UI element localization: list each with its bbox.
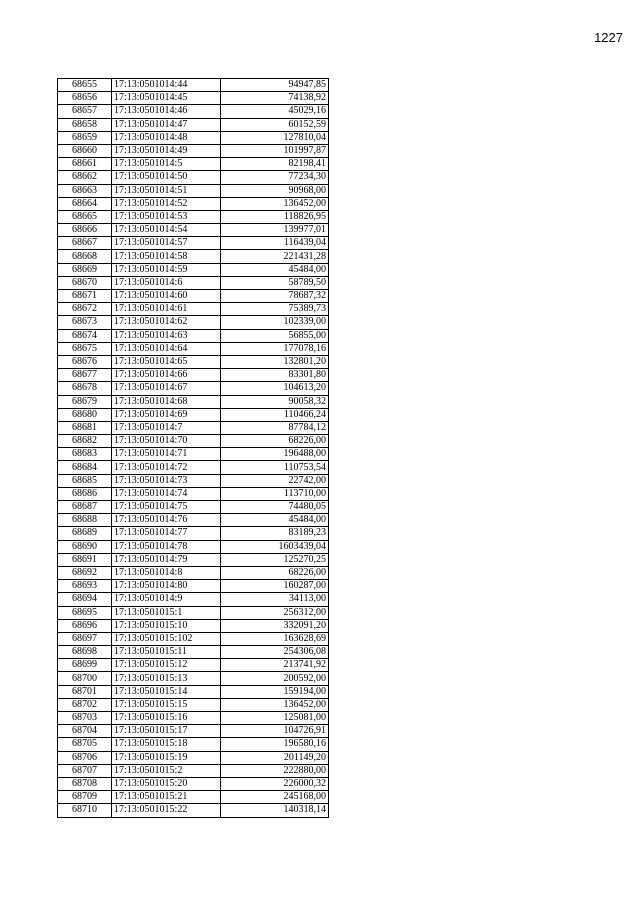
table-row [58,79,329,92]
row-id-cell: 68700 [58,672,112,685]
table-row [58,566,329,579]
row-id-cell: 68672 [58,303,112,316]
table-row [58,698,329,711]
cadastral-number-cell: 17:13:0501014:66 [112,369,221,382]
cadastral-value-cell: 256312,00 [221,606,329,619]
row-id-cell: 68677 [58,369,112,382]
cadastral-value-cell: 201149,20 [221,751,329,764]
table-row [58,474,329,487]
cadastral-value-cell: 113710,00 [221,487,329,500]
cadastral-number-cell: 17:13:0501014:69 [112,408,221,421]
table-row [58,224,329,237]
cadastral-value-cell: 34113,00 [221,593,329,606]
cadastral-number-cell: 17:13:0501015:10 [112,619,221,632]
table-row [58,659,329,672]
cadastral-value-cell: 226000,32 [221,777,329,790]
row-id-cell: 68707 [58,764,112,777]
cadastral-number-cell: 17:13:0501014:8 [112,566,221,579]
cadastral-number-cell: 17:13:0501014:65 [112,355,221,368]
row-id-cell: 68696 [58,619,112,632]
row-id-cell: 68699 [58,659,112,672]
cadastral-number-cell: 17:13:0501014:45 [112,92,221,105]
cadastral-value-cell: 125081,00 [221,712,329,725]
row-id-cell: 68663 [58,184,112,197]
table-row [58,158,329,171]
cadastral-number-cell: 17:13:0501015:12 [112,659,221,672]
cadastral-value-cell: 90058,32 [221,395,329,408]
cadastral-number-cell: 17:13:0501015:102 [112,632,221,645]
row-id-cell: 68668 [58,250,112,263]
cadastral-number-cell: 17:13:0501015:1 [112,606,221,619]
cadastral-value-cell: 83301,80 [221,369,329,382]
cadastral-number-cell: 17:13:0501014:59 [112,263,221,276]
table-row [58,448,329,461]
table-row [58,355,329,368]
table-row [58,276,329,289]
row-id-cell: 68675 [58,342,112,355]
cadastral-number-cell: 17:13:0501014:74 [112,487,221,500]
cadastral-value-cell: 74480,05 [221,501,329,514]
cadastral-value-cell: 1603439,04 [221,540,329,553]
row-id-cell: 68683 [58,448,112,461]
table-row [58,237,329,250]
row-id-cell: 68679 [58,395,112,408]
table-row [58,593,329,606]
cadastral-number-cell: 17:13:0501014:44 [112,79,221,92]
cadastral-value-cell: 104613,20 [221,382,329,395]
table-row [58,197,329,210]
cadastral-number-cell: 17:13:0501014:76 [112,514,221,527]
table-row [58,105,329,118]
cadastral-value-cell: 254306,08 [221,646,329,659]
cadastral-number-cell: 17:13:0501015:18 [112,738,221,751]
table-row [58,250,329,263]
cadastral-number-cell: 17:13:0501014:73 [112,474,221,487]
row-id-cell: 68706 [58,751,112,764]
row-id-cell: 68666 [58,224,112,237]
row-id-cell: 68669 [58,263,112,276]
row-id-cell: 68667 [58,237,112,250]
cadastral-value-cell: 94947,85 [221,79,329,92]
table-row [58,329,329,342]
row-id-cell: 68692 [58,566,112,579]
row-id-cell: 68697 [58,632,112,645]
table-row [58,118,329,131]
table-row [58,751,329,764]
cadastral-number-cell: 17:13:0501014:6 [112,276,221,289]
cadastral-value-cell: 245168,00 [221,791,329,804]
cadastral-number-cell: 17:13:0501014:51 [112,184,221,197]
cadastral-value-cell: 110466,24 [221,408,329,421]
table-body [58,79,329,818]
table-row [58,804,329,817]
cadastral-number-cell: 17:13:0501014:60 [112,290,221,303]
cadastral-value-cell: 213741,92 [221,659,329,672]
table-row [58,553,329,566]
row-id-cell: 68671 [58,290,112,303]
cadastral-value-cell: 75389,73 [221,303,329,316]
table-row [58,619,329,632]
row-id-cell: 68688 [58,514,112,527]
cadastral-number-cell: 17:13:0501014:61 [112,303,221,316]
cadastral-value-cell: 159194,00 [221,685,329,698]
cadastral-value-cell: 74138,92 [221,92,329,105]
cadastral-number-cell: 17:13:0501014:67 [112,382,221,395]
cadastral-number-cell: 17:13:0501014:52 [112,197,221,210]
cadastral-number-cell: 17:13:0501015:2 [112,764,221,777]
row-id-cell: 68710 [58,804,112,817]
cadastral-value-cell: 77234,30 [221,171,329,184]
cadastral-number-cell: 17:13:0501014:50 [112,171,221,184]
row-id-cell: 68702 [58,698,112,711]
table-row [58,791,329,804]
cadastral-value-cell: 196488,00 [221,448,329,461]
cadastral-number-cell: 17:13:0501014:70 [112,435,221,448]
table-row [58,580,329,593]
cadastral-number-cell: 17:13:0501014:49 [112,144,221,157]
cadastral-number-cell: 17:13:0501014:46 [112,105,221,118]
cadastral-number-cell: 17:13:0501015:17 [112,725,221,738]
cadastral-number-cell: 17:13:0501015:11 [112,646,221,659]
row-id-cell: 68703 [58,712,112,725]
cadastral-value-cell: 136452,00 [221,197,329,210]
row-id-cell: 68691 [58,553,112,566]
cadastral-value-cell: 163628,69 [221,632,329,645]
table-row [58,646,329,659]
table-row [58,421,329,434]
row-id-cell: 68704 [58,725,112,738]
cadastral-value-cell: 222880,00 [221,764,329,777]
table-row [58,395,329,408]
cadastral-number-cell: 17:13:0501015:20 [112,777,221,790]
table-row [58,369,329,382]
cadastral-number-cell: 17:13:0501014:79 [112,553,221,566]
cadastral-number-cell: 17:13:0501015:14 [112,685,221,698]
table-row [58,435,329,448]
cadastral-value-cell: 45484,00 [221,263,329,276]
table-row [58,725,329,738]
cadastral-value-cell: 110753,54 [221,461,329,474]
table-row [58,210,329,223]
cadastral-value-table [57,78,329,818]
cadastral-value-cell: 68226,00 [221,435,329,448]
cadastral-number-cell: 17:13:0501014:7 [112,421,221,434]
row-id-cell: 68693 [58,580,112,593]
row-id-cell: 68662 [58,171,112,184]
cadastral-value-cell: 45029,16 [221,105,329,118]
cadastral-value-cell: 118826,95 [221,210,329,223]
cadastral-number-cell: 17:13:0501014:47 [112,118,221,131]
row-id-cell: 68676 [58,355,112,368]
table-row [58,606,329,619]
row-id-cell: 68660 [58,144,112,157]
table-row [58,461,329,474]
cadastral-value-cell: 60152,59 [221,118,329,131]
table-row [58,263,329,276]
cadastral-number-cell: 17:13:0501015:22 [112,804,221,817]
table-row [58,501,329,514]
table-row [58,685,329,698]
row-id-cell: 68684 [58,461,112,474]
table-row [58,92,329,105]
cadastral-value-cell: 221431,28 [221,250,329,263]
row-id-cell: 68705 [58,738,112,751]
row-id-cell: 68685 [58,474,112,487]
cadastral-value-cell: 102339,00 [221,316,329,329]
table-row [58,514,329,527]
table-row [58,712,329,725]
cadastral-value-cell: 139977,01 [221,224,329,237]
cadastral-number-cell: 17:13:0501015:19 [112,751,221,764]
cadastral-value-cell: 332091,20 [221,619,329,632]
cadastral-value-cell: 82198,41 [221,158,329,171]
table-row [58,303,329,316]
cadastral-value-cell: 56855,00 [221,329,329,342]
row-id-cell: 68698 [58,646,112,659]
cadastral-number-cell: 17:13:0501014:71 [112,448,221,461]
row-id-cell: 68656 [58,92,112,105]
cadastral-number-cell: 17:13:0501014:5 [112,158,221,171]
row-id-cell: 68659 [58,131,112,144]
table-row [58,764,329,777]
row-id-cell: 68670 [58,276,112,289]
row-id-cell: 68658 [58,118,112,131]
cadastral-value-cell: 132801,20 [221,355,329,368]
table-row [58,184,329,197]
table-row [58,777,329,790]
row-id-cell: 68665 [58,210,112,223]
row-id-cell: 68661 [58,158,112,171]
cadastral-value-cell: 140318,14 [221,804,329,817]
cadastral-value-cell: 200592,00 [221,672,329,685]
cadastral-number-cell: 17:13:0501014:75 [112,501,221,514]
cadastral-value-cell: 125270,25 [221,553,329,566]
cadastral-number-cell: 17:13:0501015:16 [112,712,221,725]
cadastral-number-cell: 17:13:0501014:80 [112,580,221,593]
row-id-cell: 68674 [58,329,112,342]
cadastral-number-cell: 17:13:0501014:77 [112,527,221,540]
table-row [58,316,329,329]
cadastral-value-cell: 104726,91 [221,725,329,738]
row-id-cell: 68708 [58,777,112,790]
cadastral-number-cell: 17:13:0501014:58 [112,250,221,263]
cadastral-value-cell: 127810,04 [221,131,329,144]
row-id-cell: 68687 [58,501,112,514]
table-row [58,408,329,421]
cadastral-value-cell: 196580,16 [221,738,329,751]
cadastral-number-cell: 17:13:0501014:57 [112,237,221,250]
cadastral-value-cell: 101997,87 [221,144,329,157]
row-id-cell: 68655 [58,79,112,92]
cadastral-value-cell: 116439,04 [221,237,329,250]
cadastral-number-cell: 17:13:0501015:15 [112,698,221,711]
cadastral-number-cell: 17:13:0501014:78 [112,540,221,553]
cadastral-number-cell: 17:13:0501014:53 [112,210,221,223]
cadastral-number-cell: 17:13:0501014:9 [112,593,221,606]
table-row [58,131,329,144]
row-id-cell: 68657 [58,105,112,118]
table-row [58,738,329,751]
table-row [58,527,329,540]
table-row [58,487,329,500]
row-id-cell: 68690 [58,540,112,553]
cadastral-value-cell: 177078,16 [221,342,329,355]
row-id-cell: 68709 [58,791,112,804]
cadastral-number-cell: 17:13:0501014:48 [112,131,221,144]
cadastral-number-cell: 17:13:0501014:72 [112,461,221,474]
table-row [58,540,329,553]
row-id-cell: 68682 [58,435,112,448]
table-row [58,672,329,685]
row-id-cell: 68694 [58,593,112,606]
cadastral-value-cell: 87784,12 [221,421,329,434]
row-id-cell: 68701 [58,685,112,698]
cadastral-number-cell: 17:13:0501014:68 [112,395,221,408]
table-row [58,382,329,395]
table-row [58,171,329,184]
row-id-cell: 68686 [58,487,112,500]
page-number: 1227 [594,30,623,45]
row-id-cell: 68680 [58,408,112,421]
cadastral-value-cell: 45484,00 [221,514,329,527]
cadastral-number-cell: 17:13:0501015:21 [112,791,221,804]
cadastral-value-cell: 136452,00 [221,698,329,711]
table-row [58,290,329,303]
row-id-cell: 68689 [58,527,112,540]
table-row [58,144,329,157]
cadastral-value-cell: 90968,00 [221,184,329,197]
cadastral-number-cell: 17:13:0501014:54 [112,224,221,237]
row-id-cell: 68664 [58,197,112,210]
row-id-cell: 68695 [58,606,112,619]
cadastral-value-cell: 58789,50 [221,276,329,289]
cadastral-value-cell: 83189,23 [221,527,329,540]
cadastral-number-cell: 17:13:0501014:63 [112,329,221,342]
cadastral-number-cell: 17:13:0501014:64 [112,342,221,355]
cadastral-value-cell: 160287,00 [221,580,329,593]
cadastral-value-cell: 22742,00 [221,474,329,487]
row-id-cell: 68678 [58,382,112,395]
row-id-cell: 68673 [58,316,112,329]
table-row [58,632,329,645]
cadastral-value-cell: 78687,32 [221,290,329,303]
row-id-cell: 68681 [58,421,112,434]
cadastral-number-cell: 17:13:0501014:62 [112,316,221,329]
cadastral-value-cell: 68226,00 [221,566,329,579]
table-row [58,342,329,355]
cadastral-number-cell: 17:13:0501015:13 [112,672,221,685]
